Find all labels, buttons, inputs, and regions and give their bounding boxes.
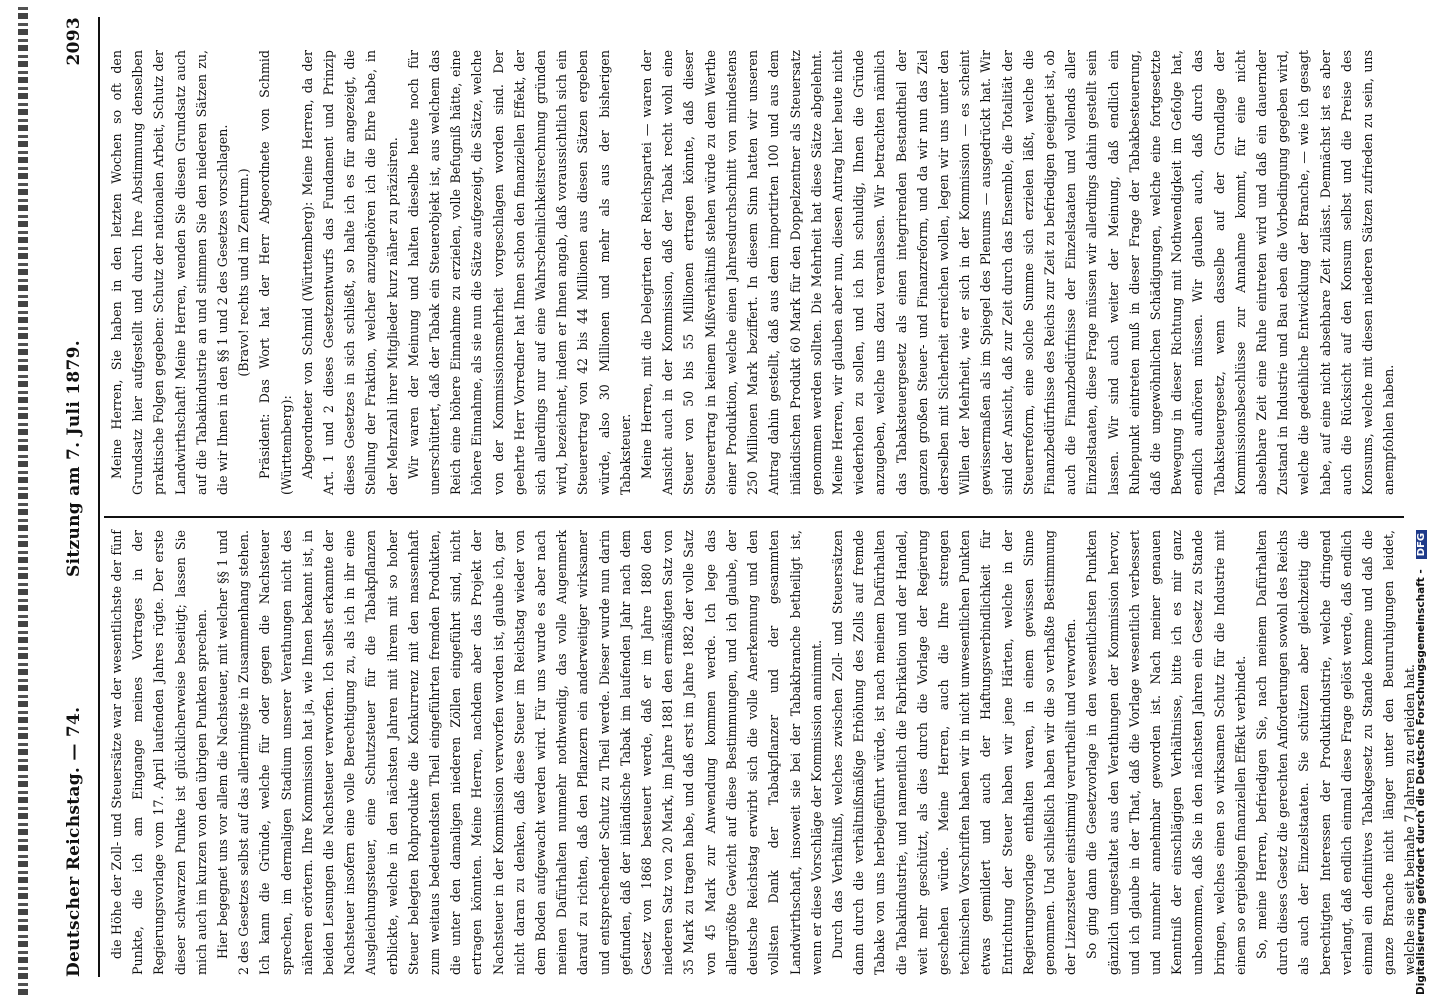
rotated-newspaper-page [18,5,1422,995]
digitization-credit [1412,10,1432,1000]
left-paragraph-2: Hier begegnet uns vor allem die Nachsteuer, mit welcher §§ 1 und 2 des Gesetzes selbst auf das allerinnigste in Zusammenhang stehen. Ich kann die Gründe, welche für oder gegen die Nachsteuer sprechen, im dermaligen Stadium unserer Verathungen nicht des näheren erörtern. Ihre Kommission hat ja, wie Ihnen bekannt ist, in beiden Lesungen die Nachsteuer verworfen. Ich selbst erkannte der Nachsteuer insofern eine volle Berechtigung zu, als ich in ihr eine Ausgleichungssteuer, eine Schutzsteuer für die Tabakpflanzen erblickte, welche in den nächsten Jahren mit ihrem mit so hoher Steuer belegten Rohprodukte die Konkurrenz mit den massenhaft zum weitaus bedeutendsten Theil eingeführten fremden Produkten, die unter den damaligen niederen Zöllen eingeführt sind, nicht ertragen könnten. Meine Herren, nachdem aber das Projekt der Nachsteuer in der Kommission verworfen worden ist, glaube ich, gar nicht daran zu denken, daß diese Steuer im Reichstag wieder von dem Boden aufgewacht werden wird. Für uns wurde es aber nach meinen Dafürhalten nunmehr nothwendig, das volle Augenmerk darauf zu richten, daß den Pflanzern ein anderweitiger wirksamer und entsprechender Schutz zu Theil werde. Dieser wurde nun darin gefunden, daß der inländische Tabak im laufenden Jahr nach dem Gesetz von 1868 besteuert werde, daß er im Jahre 1880 den niederen Satz von 20 Mark, im Jahre 1881 den ermäßigten Satz von 35 Mark zu tragen habe, und daß erst im Jahre 1882 der volle Satz von 45 Mark zur Anwendung kommen werde. Ich lege das allergrößte Gewicht auf diese Bestimmungen, und ich glaube, der deutsche Reichstag erwirbt sich die volle Anerkennung und den vollsten Dank der Tabakpflanzer und der gesammten Landwirthschaft, insoweit sie bei der Tabakbranche betheiligt ist, wenn er diese Vorschläge der Kommission annimmt. [215,530,824,975]
header-session-date: Sitzung am 7. Juli 1879. [64,339,84,577]
right-paragraph-1: Meine Herren, Sie haben in den letzten Wochen so oft den Grundsatz hier aufgestellt und durch Ihre Abstimmung denselben praktische Folgen gegeben: Schutz der nationalen Arbeit, Schutz der Landwirthschaft! Meine Herren, wenden Sie diesen Grundsatz auch auf die Tabakindustrie an und stimmen Sie den niederen Sätzen zu, die wir Ihnen in den §§ 1 und 2 des Gesetzes vorschlagen. [109,50,231,495]
page-header [58,17,94,977]
header-rule [98,17,100,977]
right-paragraph-5: Wir waren der Meinung und halten dieselbe heute noch für unerschüttert, daß der Tabak ein Steuerobjekt ist, aus welchem das Reich eine höhere Einnahme zu erzielen, volle Befugniß hätte, eine höhere Einnahme, als sie nun die Sätze aufgezeigt, die Sätze, welche von der Kommissionsmehrheit vorgeschlagen worden sind. Der geehrte Herr Vorredner hat Ihnen schon den finanziellen Effekt, der sich allerdings nur auf eine Wahrscheinlichkeitsrechnung gründen wird, bezeichnet, indem er Ihnen angab, daß voraussichtlich sich ein Steuerertrag von 42 bis 44 Millionen aus diesen Sätzen ergeben würde, also 30 Millionen und mehr als aus der bisherigen Tabaksteuer. [405,50,633,495]
right-paragraph-4: Abgeordneter von Schmid (Württemberg): Meine Herren, da der Art. 1 und 2 dieses Gesetzentwurfs das Fundament und Prinzip dieses Gesetzes in sich schließt, so halte ich es für angezeigt, die Stellung der Fraktion, welcher anzugehören ich die Ehre habe, in der Mehrzahl ihrer Mitglieder kurz näher zu präzisiren. [299,50,400,495]
header-page-number: 2093 [64,17,84,66]
applause-note: (Bravo! rechts und im Zentrum.) [236,168,252,377]
left-paragraph-5: So, meine Herren, befriedigen Sie, nach meinem Dafürhalten durch dieses Gesetz die gerechten Anforderungen sowohl des Reichs als auch der Einzelstaaten. Sie schützen aber gleichzeitig die berechtigten Interessen der Produktindustrie, welche dringend verlangt, daß endlich einmal diese Frage gelöst werde, daß endlich einmal ein definitives Tabakgesetz zu Stande komme und daß die ganze Branche nicht länger unter den Beunruhigungen leidet, welche sie seit beinahe 7 Jahren zu erleiden hat. [1253,530,1418,975]
left-paragraph-1: die Höhe der Zoll- und Steuersätze war der wesentlichste der fünf Punkte, die ich am Eingange meines Vortrages in der Regierungsvorlage vom 17. April laufenden Jahres rügte. Der erste dieser schwarzen Punkte ist glücklicherweise beseitigt; lassen Sie mich auch im kurzen von den übrigen Punkten sprechen. [109,530,209,975]
dfg-logo: DFG [1416,530,1427,559]
right-column [106,50,1402,495]
left-paragraph-4: So ging dann die Gesetzvorlage in den wesentlichsten Punkten gänzlich umgestaltet aus den Verathungen der Kommission hervor, und ich glaube in der That, daß die Vorlage wesentlich verbessert und nunmehr annehmbar geworden ist. Nach meiner genauen Kenntniß der einschlägigen Verhältnisse, bitte ich es mir ganz unbenommen, daß Sie in den nächsten Jahren ein Gesetz zu Stande bringen, welches einen so wirksamen Schutz für die Industrie mit einem so ergiebigen finanziellen Effekt verbindet. [1084,530,1248,975]
scan-edge-strip [18,5,28,995]
president-speaker-call: Präsident: Das Wort hat der Herr Abgeordnete von Schmid (Württemberg): [257,50,294,495]
column-divider [104,516,1404,518]
left-column [106,530,1418,975]
digitization-credit-text: Digitalisierung gefördert durch die Deutsche Forschungsgemeinschaft - [1415,569,1427,995]
header-publication: Deutscher Reichstag. — 74. [64,706,84,977]
left-paragraph-3: Durch das Verhältniß, welches zwischen Zoll- und Steuersätzen dann durch die verhältnißmäßige Erhöhung des Zolls auf fremde Tabake von uns herbeigeführt würde, ist nach meinem Dafürhalten die Tabakindustrie, und namentlich die Fabrikation und der Handel, weit mehr geschützt, als dies durch die Vorlage der Regierung geschehen würde. Meine Herren, auch die Ihre strengen technischen Vorschriften haben wir in nicht unwesentlichen Punkten etwas gemildert und auch der Haftungsverbindlichkeit für Entrichtung der Steuer haben wir jene Härten, welche in der Regierungsvorlage enthalten waren, in einem gewissen Sinne genommen. Und schließlich haben wir die so verhaßte Bestimmung der Lizenzsteuer einstimmig verurtheilt und verworfen. [829,530,1079,975]
right-paragraph-6: Meine Herren, mit die Delegirten der Reichspartei — waren der Ansicht auch in der Kommission, daß der Tabak recht wohl eine Steuer von 50 bis 55 Millionen ertragen könnte, daß dieser Steuerertrag in keinem Mißverhältniß stehen würde zu dem Werthe einer Produktion, welche einen Jahresdurchschnitt von mindestens 250 Millionen Mark beziffert. In diesem Sinn hatten wir unseren Antrag dahin gestellt, daß aus dem importirten 100 und aus dem inländischen Produkt 60 Mark für den Doppelzentner als Steuersatz genommen werden sollten. Die Mehrheit hat diese Sätze abgelehnt. Meine Herren, wir glauben aber nun, diesen Antrag hier heute nicht wiederholen zu sollen, und ich bin schuldig, Ihnen die Gründe anzugeben, welche uns dazu veranlassen. Wir betrachten nämlich das Tabaksteuergesetz als einen integrirenden Bestandtheil der ganzen großen Steuer- und Finanzreform, und da wir nun das Ziel derselben mit Sicherheit erreichen wollen, legen wir uns unter den Willen der Mehrheit, wie er sich in der Kommission — es scheint gewissermaßen als im Spiegel des Plenums — ausgedrückt hat. Wir sind der Ansicht, daß zur Zeit durch das Ensemble, die Totalität der Steuerreform, eine solche Summe sich erzielen läßt, welche die Finanzbedürfnisse des Reichs zur Zeit zu befriedigen geeignet ist, ob auch die Finanzbedürfnisse der Einzelstaaten und vollends aller Einzelstaaten, diese Frage müssen wir allerdings dahin gestellt sein lassen. Wir sind auch weiter der Meinung, daß endlich ein Ruhepunkt eintreten muß in dieser Frage der Tabakbesteuerung, daß die ungewöhnlichen Schädigungen, welche eine fortgesetzte Bewegung in dieser Richtung mit Nothwendigkeit im Gefolge hat, endlich aufhören müssen. Wir glauben auch, daß durch das Tabaksteuergesetz, wenn dasselbe auf der Grundlage der Kommissionsbeschlüsse zur Annahme kommt, für eine nicht absehbare Zeit eine Ruhe eintreten wird und daß ein dauernder Zustand in Industrie und Bau eben die Vorbedingung gegeben wird, welche die gedeihliche Entwicklung der Branche, — wie ich gesagt habe, auf eine nicht absehbare Zeit zulässt. Demnächst ist es aber auch die Rücksicht auf den Konsum selbst und die Preise des Konsums, welche mit diesen niederen Sätzen zufrieden zu sein, uns anempfohlen haben. [639,50,1397,495]
